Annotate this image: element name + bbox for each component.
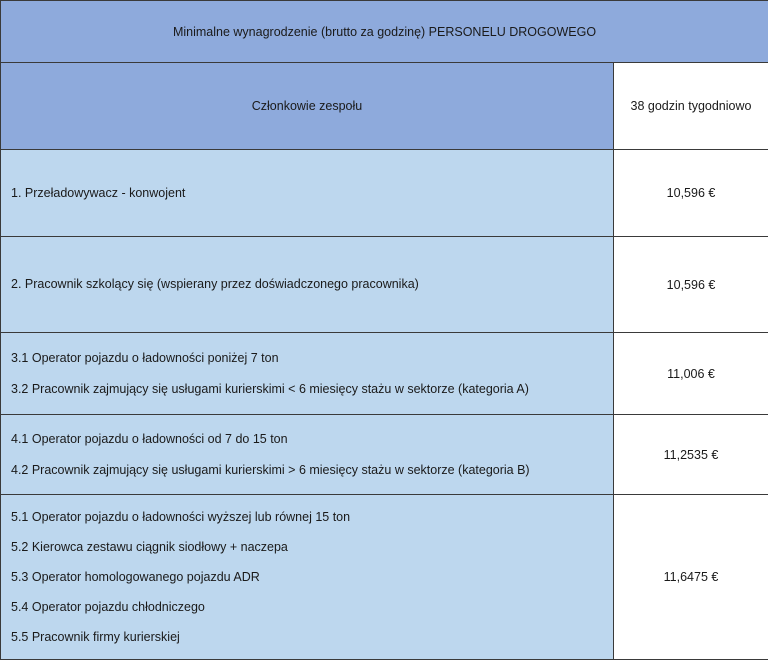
row-description [1, 495, 614, 660]
row-line: 5.1 Operator pojazdu o ładowności wyższej lub równej 15 ton [11, 510, 603, 525]
row-line: 3.2 Pracownik zajmujący się usługami kurierskimi < 6 miesięcy stażu w sektorze (kategoria A) [11, 382, 603, 397]
row-value: 10,596 € [614, 237, 768, 333]
row-description [1, 333, 614, 415]
row-line: 3.1 Operator pojazdu o ładowności poniżej 7 ton [11, 351, 603, 366]
row-description [1, 415, 614, 495]
row-value: 11,2535 € [614, 415, 768, 495]
header-row [1, 63, 768, 150]
table-row [1, 237, 768, 333]
row-line: 1. Przeładowywacz - konwojent [11, 186, 603, 201]
table-row [1, 495, 768, 660]
row-line: 5.4 Operator pojazdu chłodniczego [11, 600, 603, 615]
row-value: 11,006 € [614, 333, 768, 415]
table-row [1, 150, 768, 237]
row-line: 4.2 Pracownik zajmujący się usługami kurierskimi > 6 miesięcy stażu w sektorze (kategoria B) [11, 463, 603, 478]
row-value: 10,596 € [614, 150, 768, 237]
row-line: 5.3 Operator homologowanego pojazdu ADR [11, 570, 603, 585]
row-line: 5.2 Kierowca zestawu ciągnik siodłowy + naczepa [11, 540, 603, 555]
row-line: 2. Pracownik szkolący się (wspierany przez doświadczonego pracownika) [11, 277, 603, 292]
table-row [1, 333, 768, 415]
table-row [1, 415, 768, 495]
row-value: 11,6475 € [614, 495, 768, 660]
table-title: Minimalne wynagrodzenie (brutto za godzinę) PERSONELU DROGOWEGO [1, 1, 768, 63]
row-description [1, 237, 614, 333]
row-line: 5.5 Pracownik firmy kurierskiej [11, 630, 603, 645]
header-hours: 38 godzin tygodniowo [614, 63, 768, 150]
row-line: 4.1 Operator pojazdu o ładowności od 7 do 15 ton [11, 432, 603, 447]
header-members: Członkowie zespołu [1, 63, 614, 150]
row-description [1, 150, 614, 237]
title-row [1, 1, 768, 63]
